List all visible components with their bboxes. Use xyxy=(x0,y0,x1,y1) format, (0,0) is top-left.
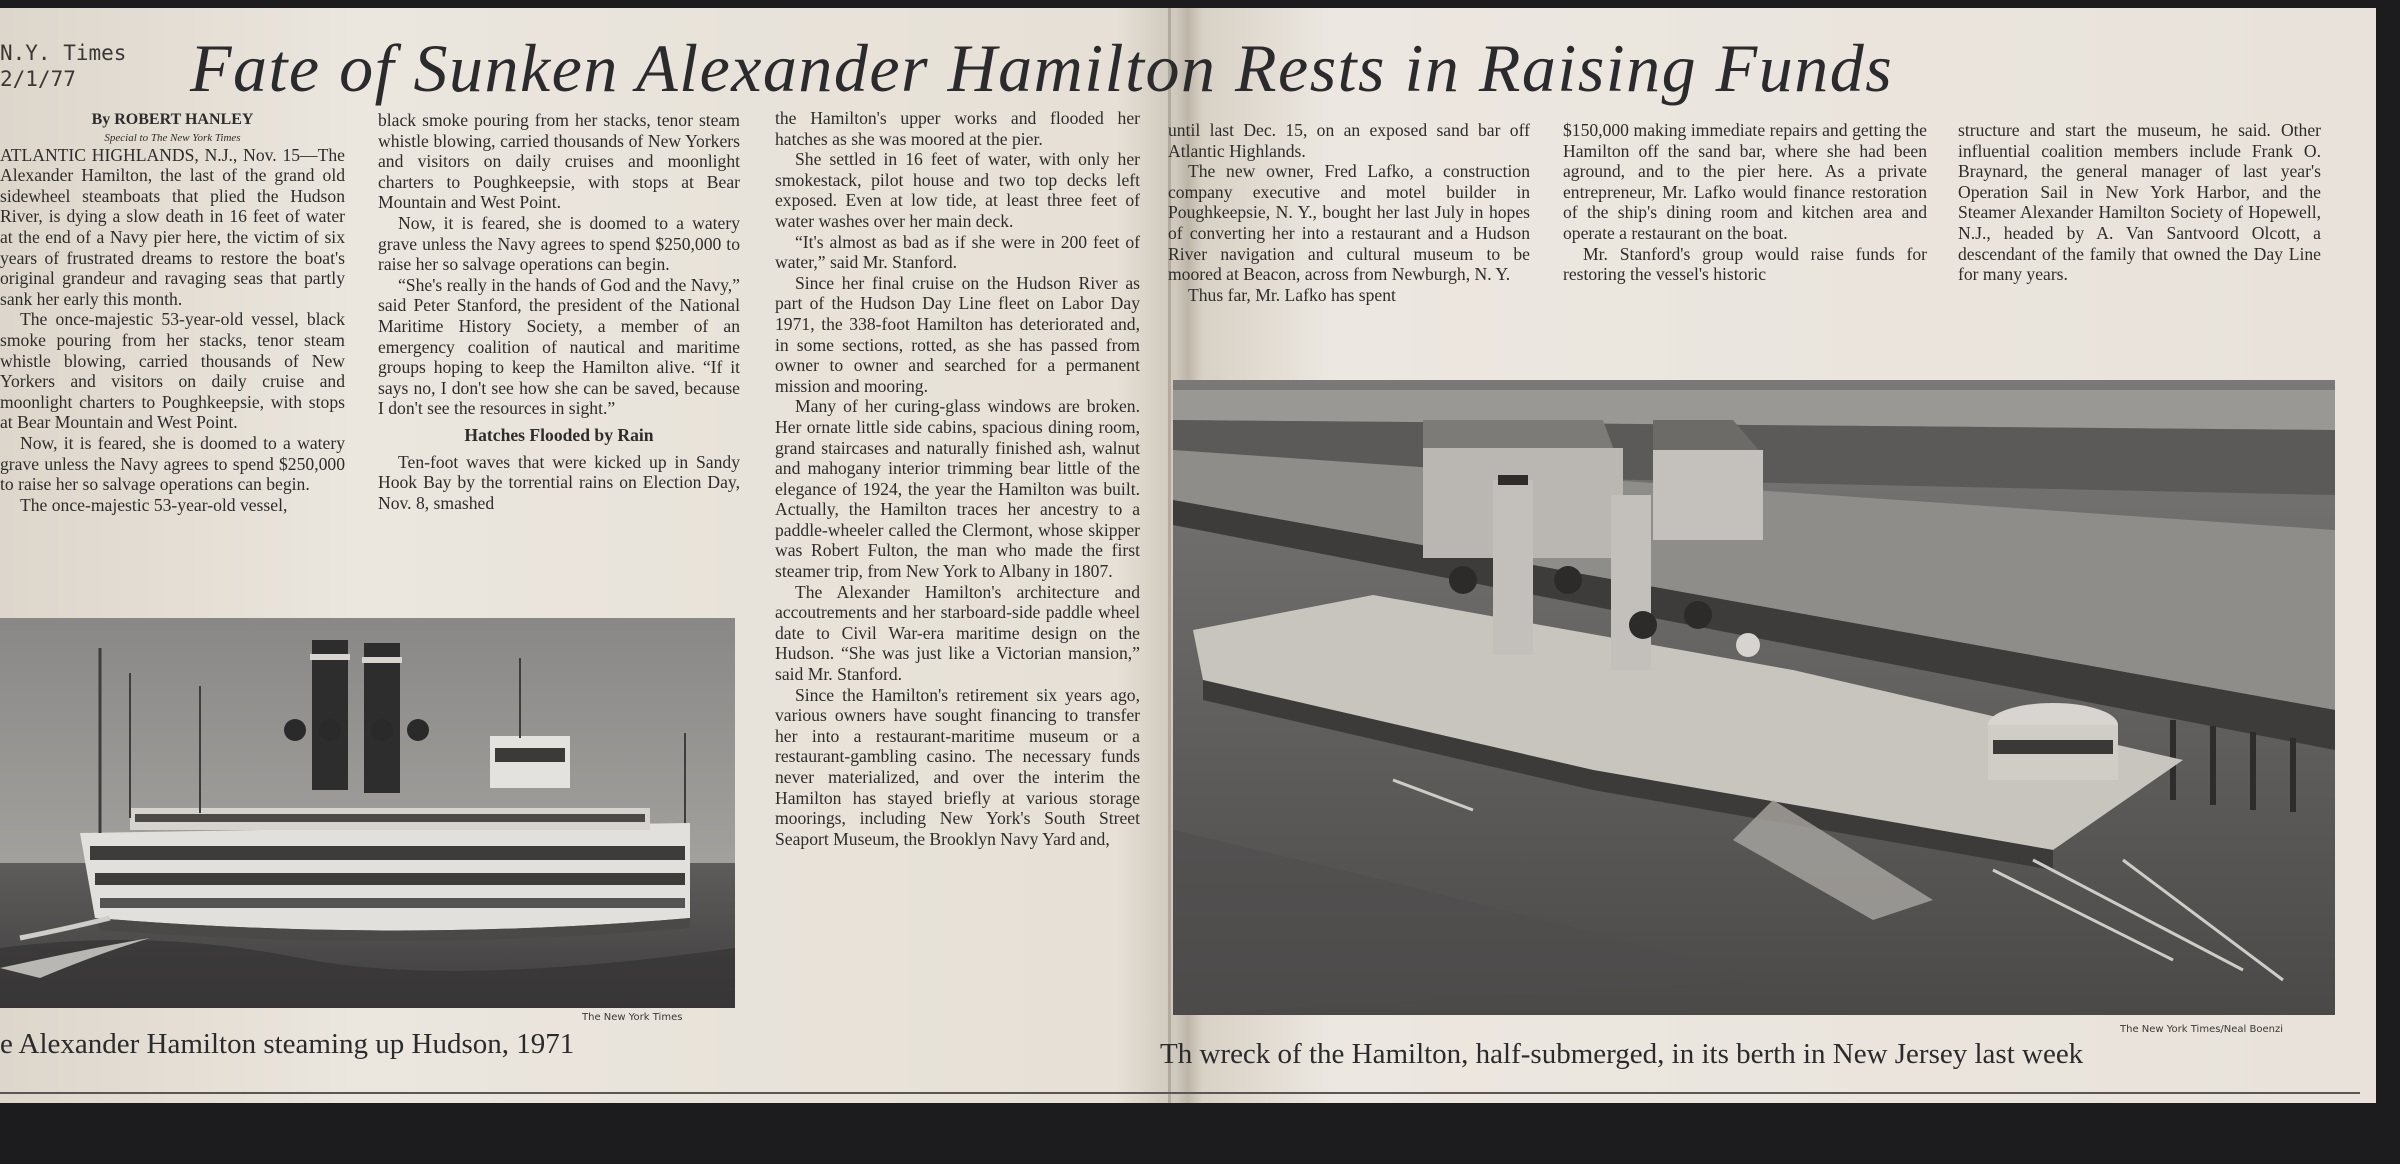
paragraph: She settled in 16 feet of water, with only her smokestack, pilot house and two top decks left exposed. Even at low tide, at least three feet of water washes over her main deck. xyxy=(775,149,1140,231)
photo-caption-left: e Alexander Hamilton steaming up Hudson, 1971 xyxy=(0,1028,575,1060)
byline: By ROBERT HANLEY xyxy=(91,111,254,128)
wreck-photo xyxy=(1173,380,2335,1015)
paragraph: The Alexander Hamilton's architecture and accoutrements and her starboard-side paddle wheel date to Civil War-era maritime design on the Hudson. “She was just like a Victorian mansion,” said Mr. Stanford. xyxy=(775,581,1140,685)
paragraph: structure and start the museum, he said. Other influential coalition members include Frank O. Braynard, the general manager of last year's Operation Sail in New York Harbor, and the Steamer Alexander Hamilton Society of Hopewell, N.J., headed by A. Van Santvoord Olcott, a descendant of the family that owned the Day Line for many years. xyxy=(1958,120,2321,285)
paragraph: Now, it is feared, she is doomed to a watery grave unless the Navy agrees to spend $250,000 to raise her so salvage operations can begin. xyxy=(0,432,345,495)
paragraph: The once-majestic 53-year-old vessel, xyxy=(20,494,288,515)
article-column-1 xyxy=(0,110,345,590)
source-line-2: 2/1/77 xyxy=(0,67,76,91)
paragraph: Since her final cruise on the Hudson River as part of the Hudson Day Line fleet on Labor Day 1971, the 338-foot Hamilton has deteriorated and, in some sections, rotted, as she has passed from owner to owner and searched for a permanent mission and mooring. xyxy=(775,272,1140,396)
photo-caption-right: Th wreck of the Hamilton, half-submerged, in its berth in New Jersey last week xyxy=(1160,1038,2084,1070)
paragraph: “She's really in the hands of God and the Navy,” said Peter Stanford, the president of the National Maritime History Society, a member of an emergency coalition of nautical and maritime groups hoping to keep the Hamilton alive. “If it says no, I don't see how she can be saved, because I don't see the resources in sight.” xyxy=(378,274,740,419)
photo-credit-right: The New York Times/Neal Boenzi xyxy=(2120,1024,2284,1035)
paragraph: Many of her curing-glass windows are broken. Her ornate little side cabins, spacious dining room, grand staircases and naturally finished ash, walnut and mahogany interior trimming bear little of the elegance of 1924, the year the Hamilton was built. Actually, the Hamilton traces her ancestry to a paddle-wheeler called the Clermont, whose skipper was Robert Fulton, the man who made the first steamer trip, from New York to Albany in 1807. xyxy=(775,396,1140,582)
byline-special: Special to The New York Times xyxy=(104,131,241,144)
paragraph: Since the Hamilton's retirement six years ago, various owners have sought financing to transfer her into a restaurant-maritime museum or a restaurant-gambling casino. The necessary funds never materialized, and over the interim the Hamilton has stayed briefly at various storage moorings, including New York's South Street Seaport Museum, the Brooklyn Navy Yard and, xyxy=(775,684,1140,849)
subheading: Hatches Flooded by Rain xyxy=(464,424,654,445)
paragraph: the Hamilton's upper works and flooded her hatches as she was moored at the pier. xyxy=(775,108,1140,149)
article-column-4 xyxy=(1168,120,1530,346)
article-column-3 xyxy=(775,108,1140,1068)
paragraph: ATLANTIC HIGHLANDS, N.J., Nov. 15—The Alexander Hamilton, the last of the grand old sidewheel steamboats that plied the Hudson River, is dying a slow death in 16 feet of water at the end of a Navy pier here, the victim of six years of frustrated dreams to restore the boat's original grandeur and ravaging seas that partly sank her early this month. xyxy=(0,144,345,309)
paragraph: Mr. Stanford's group would raise funds for restoring the vessel's historic xyxy=(1563,243,1927,285)
paragraph: $150,000 making immediate repairs and getting the Hamilton off the sand bar, where she had been aground, and to the pier here. As a private entrepreneur, Mr. Lafko would finance restoration of the ship's dining room and kitchen area and operate a restaurant on the boat. xyxy=(1563,120,1927,243)
paragraph: Now, it is feared, she is doomed to a watery grave unless the Navy agrees to spend $250,000 to raise her so salvage operations can begin. xyxy=(378,212,740,275)
paragraph: black smoke pouring from her stacks, tenor steam whistle blowing, carried thousands of New Yorkers and visitors on daily cruises and moonlight charters to Poughkeepsie, with stops at Bear Mountain and West Point. xyxy=(378,110,740,213)
paragraph: Thus far, Mr. Lafko has spent xyxy=(1188,284,1396,305)
article-column-5 xyxy=(1563,120,1927,346)
paragraph: The once-majestic 53-year-old vessel, black smoke pouring from her stacks, tenor steam whistle blowing, carried thousands of New Yorkers and visitors on daily cruise and moonlight charters to Poughkeepsie, with stops at Bear Mountain and West Point. xyxy=(0,309,345,433)
paragraph: The new owner, Fred Lafko, a construction company executive and motel builder in Poughkeepsie, N. Y., bought her last July in hopes of converting her into a restaurant and a Hudson River navigation and cultural museum to be moored at Beacon, across from Newburgh, N. Y. xyxy=(1168,161,1530,285)
source-line-1: N.Y. Times xyxy=(0,41,127,65)
headline: Fate of Sunken Alexander Hamilton Rests in Raising Funds xyxy=(190,30,1894,106)
paragraph: Ten-foot waves that were kicked up in Sandy Hook Bay by the torrential rains on Election Day, Nov. 8, smashed xyxy=(378,451,740,513)
steamboat-illustration xyxy=(0,618,735,1008)
paragraph: “It's almost as bad as if she were in 200 feet of water,” said Mr. Stanford. xyxy=(775,231,1140,273)
bottom-rule xyxy=(0,1092,2360,1094)
wreck-illustration xyxy=(1173,380,2335,1015)
article-column-6 xyxy=(1958,120,2321,346)
photo-credit-left: The New York Times xyxy=(582,1012,683,1023)
steamboat-photo xyxy=(0,618,735,1008)
source-note xyxy=(0,40,150,92)
paragraph: until last Dec. 15, on an exposed sand bar off Atlantic Highlands. xyxy=(1168,120,1530,161)
article-column-2 xyxy=(378,110,740,610)
